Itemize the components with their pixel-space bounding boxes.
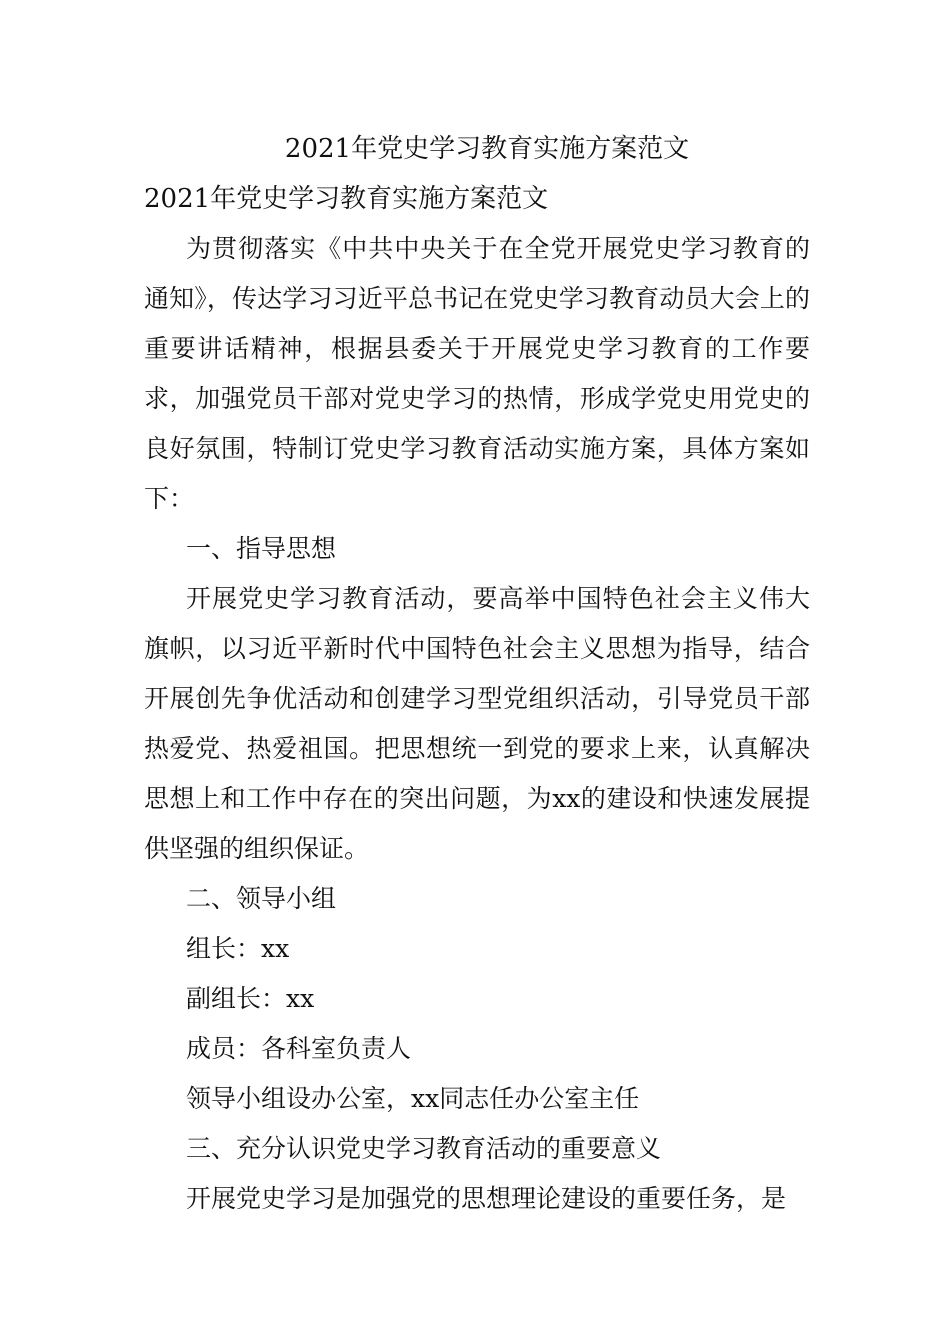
section-heading-leading-group: 二、领导小组 bbox=[186, 884, 337, 913]
document-body bbox=[144, 124, 810, 1224]
guiding-ideology-paragraph: 开展党史学习教育活动，要高举中国特色社会主义伟大旗帜，以习近平新时代中国特色社会主义思想为指导，结合开展创先争优活动和创建学习型党组织活动，引导党员干部热爱党、热爱祖国。把思想统一到党的要求上来，认真解决思想上和工作中存在的突出问题，为xx的建设和快速发展提供坚强的组织保证。 bbox=[144, 584, 810, 863]
document-subtitle: 2021年党史学习教育实施方案范文 bbox=[144, 184, 549, 214]
deputy-leader-line: 副组长：xx bbox=[186, 984, 315, 1013]
office-line: 领导小组设办公室，xx同志任办公室主任 bbox=[186, 1084, 640, 1113]
section-heading-guiding-ideology: 一、指导思想 bbox=[186, 534, 337, 563]
significance-paragraph: 开展党史学习是加强党的思想理论建设的重要任务，是 bbox=[186, 1184, 787, 1213]
intro-paragraph: 为贯彻落实《中共中央关于在全党开展党史学习教育的通知》，传达学习习近平总书记在党史学习教育动员大会上的重要讲话精神，根据县委关于开展党史学习教育的工作要求，加强党员干部对党史学习的热情，形成学党史用党史的良好氛围，特制订党史学习教育活动实施方案，具体方案如下： bbox=[144, 234, 810, 513]
section-heading-significance: 三、充分认识党史学习教育活动的重要意义 bbox=[186, 1134, 662, 1163]
group-leader-line: 组长：xx bbox=[186, 934, 290, 963]
members-line: 成员：各科室负责人 bbox=[186, 1034, 412, 1063]
document-title: 2021年党史学习教育实施方案范文 bbox=[284, 134, 690, 164]
